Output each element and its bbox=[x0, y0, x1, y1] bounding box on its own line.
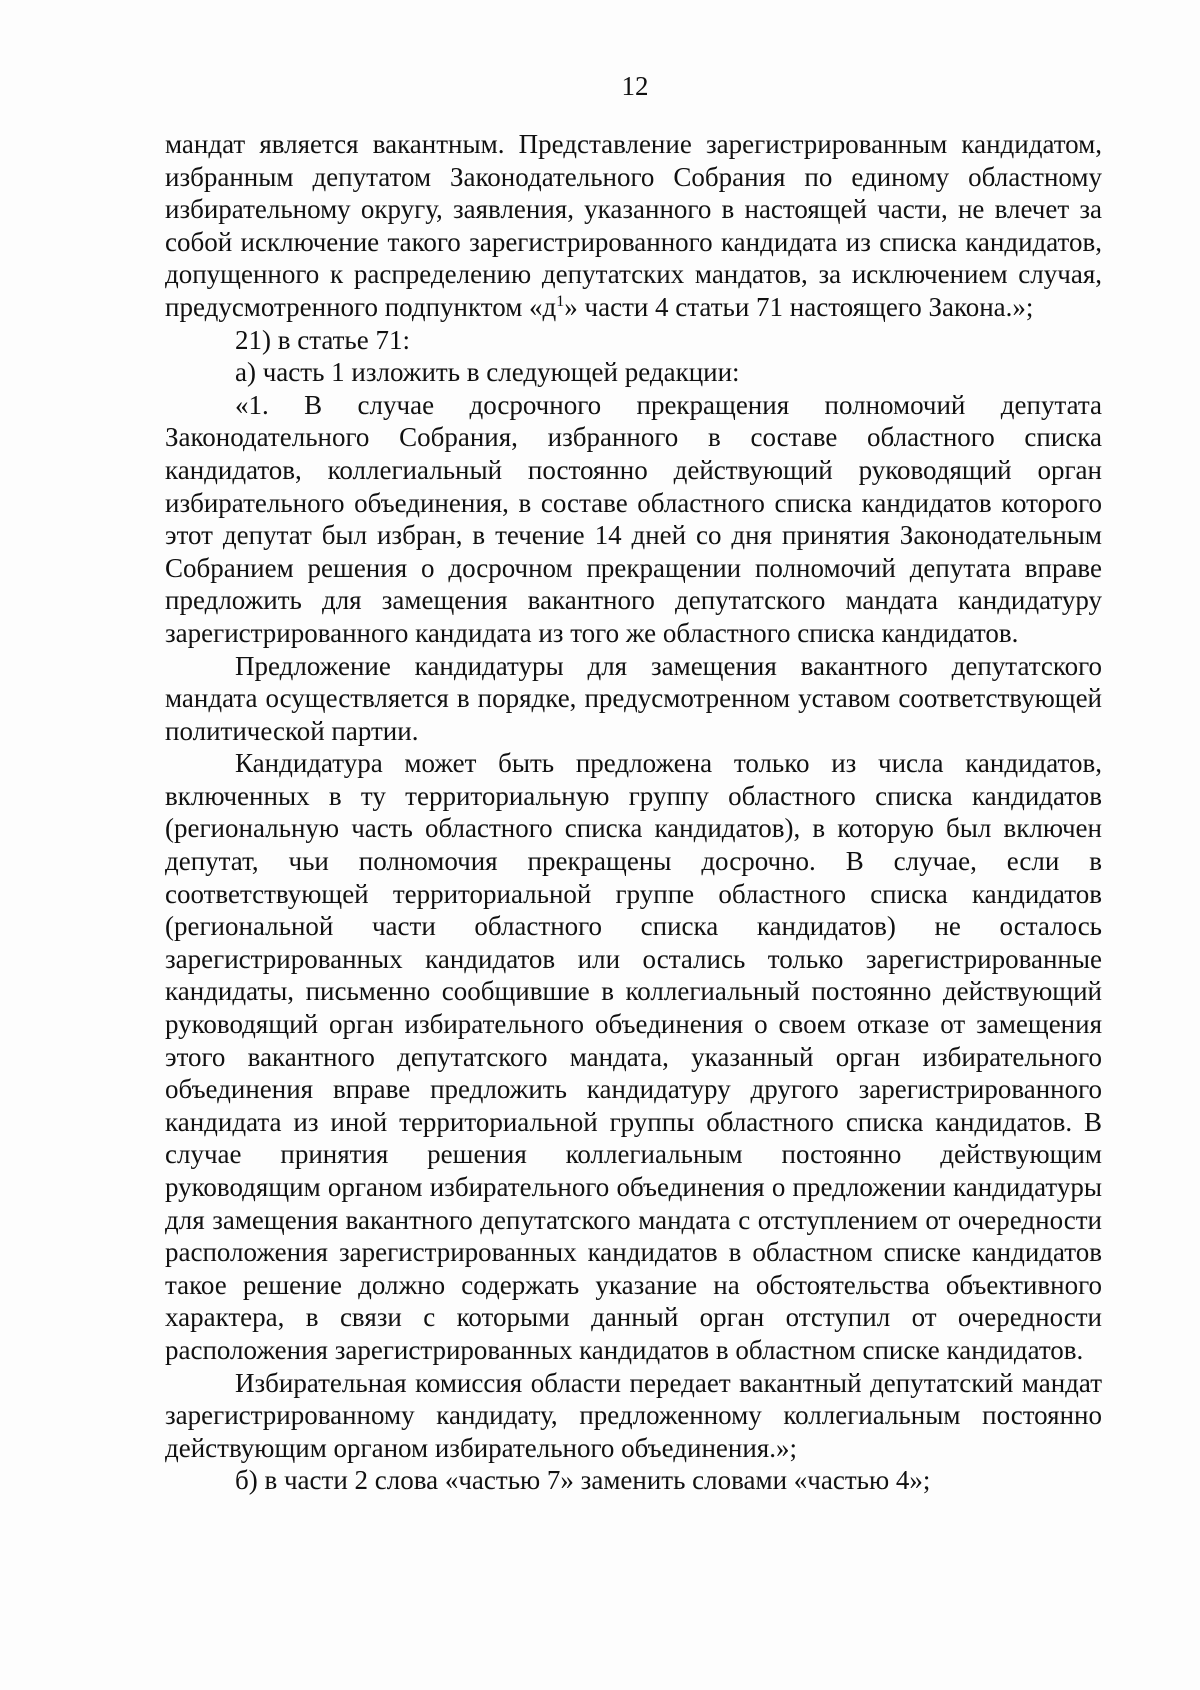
document-body bbox=[165, 128, 1102, 1497]
paragraph-text: мандат является вакантным. Представление зарегистрированным кандидатом, избранным депутатом Законодательного Собрания по единому областному избирательному округу, заявления, указанного в настоящей части, не влечет за собой исключение такого зарегистрированного кандидата из списка кандидатов, допущенного к распределению депутатских мандатов, за исключением случая, предусмотренного подпунктом «д bbox=[165, 129, 1102, 322]
paragraph-1 bbox=[165, 128, 1102, 324]
superscript-mark: 1 bbox=[556, 292, 565, 310]
paragraph-4: «1. В случае досрочного прекращения полномочий депутата Законодательного Собрания, избранного в составе областного списка кандидатов, коллегиальный постоянно действующий руководящий орган избирательного объединения, в составе областного списка кандидатов которого этот депутат был избран, в течение 14 дней со дня принятия Законодательным Собранием решения о досрочном прекращении полномочий депутата вправе предложить для замещения вакантного депутатского мандата кандидатуру зарегистрированного кандидата из того же областного списка кандидатов. bbox=[165, 389, 1102, 648]
paragraph-2: 21) в статье 71: bbox=[235, 324, 410, 355]
paragraph-8: б) в части 2 слова «частью 7» заменить словами «частью 4»; bbox=[235, 1465, 931, 1496]
paragraph-6: Кандидатура может быть предложена только из числа кандидатов, включенных в ту территориальную группу областного списка кандидатов (региональную часть областного списка кандидатов), в которую был включен депутат, чьи полномочия прекращены досрочно. В случае, если в соответствующей территориальной группе областного списка кандидатов (региональной части областного списка кандидатов) не осталось зарегистрированных кандидатов или остались только зарегистрированные кандидаты, письменно сообщившие в коллегиальный постоянно действующий руководящий орган избирательного объединения о своем отказе от замещения этого вакантного депутатского мандата, указанный орган избирательного объединения вправе предложить кандидатуру другого зарегистрированного кандидата из иной территориальной группы областного списка кандидатов. В случае принятия решения коллегиальным постоянно действующим руководящим органом избирательного объединения о предложении кандидатуры для замещения вакантного депутатского мандата с отступлением от очередности расположения зарегистрированных кандидатов в областном списке кандидатов такое решение должно содержать указание на обстоятельства объективного характера, в связи с которыми данный орган отступил от очередности расположения зарегистрированных кандидатов в областном списке кандидатов. bbox=[165, 748, 1102, 1365]
paragraph-7: Избирательная комиссия области передает вакантный депутатский мандат зарегистрированному кандидату, предложенному коллегиальным постоянно действующим органом избирательного объединения.»; bbox=[165, 1367, 1102, 1463]
paragraph-3: а) часть 1 изложить в следующей редакции: bbox=[235, 357, 740, 388]
page-number: 12 bbox=[621, 71, 649, 101]
paragraph-text-tail: » части 4 статьи 71 настоящего Закона.»; bbox=[564, 291, 1034, 322]
paragraph-5: Предложение кандидатуры для замещения вакантного депутатского мандата осуществляется в порядке, предусмотренном уставом соответствующей политической партии. bbox=[165, 650, 1102, 746]
